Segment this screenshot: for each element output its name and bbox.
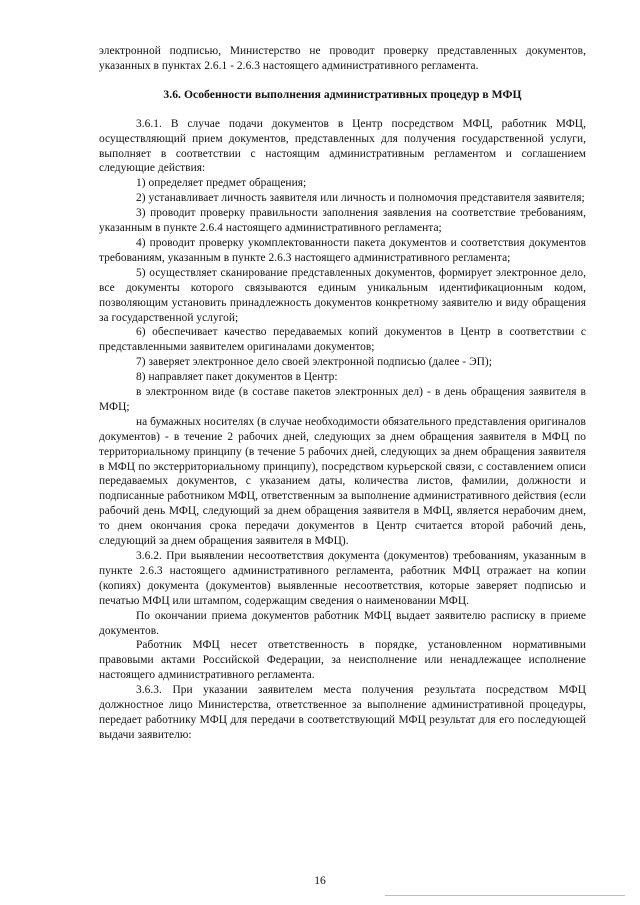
sub-item-paper: на бумажных носителях (в случае необходимости обязательного представления оригиналов документов) - в течение 2 рабочих дней, следующих за днем обращения заявителя в МФЦ по территориальному принципу (в течение 5 рабочих дней, следующих за днем обращения заявителя в МФЦ по экстерриториальному принципу), посредством курьерской связи, с составлением описи передаваемых документов, с указанием даты, количества листов, фамилии, должности и подписанные работником МФЦ, ответственным за выполнение административного действия (если рабочий день МФЦ, следующий за днем обращения заявителя в МФЦ, является нерабочим днем, то днем окончания срока передачи документов в Центр считается второй рабочий день, следующий за днем обращения заявителя в МФЦ). [99,415,586,548]
list-item-7: 7) заверяет электронное дело своей электронной подписью (далее - ЭП); [136,356,492,369]
list-item-1: 1) определяет предмет обращения; [136,177,307,190]
paragraph-3-6-3: 3.6.3. При указании заявителем места получения результата посредством МФЦ должностное лицо Министерства, ответственное за выполнение административной процедуры, передает работнику МФЦ для передачи в соответствующий МФЦ результат для его последующей выдачи заявителю: [99,684,586,741]
list-item-3: 3) проводит проверку правильности заполнения заявления на соответствие требованиям, указанным в пункте 2.6.4 настоящего административного регламента; [99,207,586,235]
paragraph-3-6-2: 3.6.2. При выявлении несоответствия документа (документов) требованиям, указанным в пункте 2.6.3 настоящего административного регламента, работник МФЦ отражает на копии (копиях) документа (документов) выявленные несоответствия, которые заверяет подписью и печатью МФЦ или штампом, содержащим сведения о наименовании МФЦ. [99,550,586,607]
paragraph-receipt: По окончании приема документов работник МФЦ выдает заявителю расписку в приеме документов. [99,609,586,637]
list-item-8: 8) направляет пакет документов в Центр: [136,371,338,384]
paragraph-3-6-1: 3.6.1. В случае подачи документов в Центр посредством МФЦ, работник МФЦ, осуществляющий прием документов, представленных для получения государственной услуги, выполняет в соответствии с настоящим административным регламентом и соглашением следующие действия: [99,117,586,175]
page-content [99,44,586,743]
list-item-5: 5) осуществляет сканирование представленных документов, формирует электронное дело, все документы которого связываются единым уникальным идентификационным кодом, позволяющим установить принадлежность документов конкретному заявителю и виду обращения за государственной услугой; [99,266,586,324]
paragraph-continuation: электронной подписью, Министерство не проводит проверку представленных документов, указанных в пунктах 2.6.1 - 2.6.3 настоящего административного регламента. [99,45,586,72]
paragraph-responsibility: Работник МФЦ несет ответственность в порядке, установленном нормативными правовыми актами Российской Федерации, за неисполнение или ненадлежащее исполнение настоящего административного регламента. [99,639,586,682]
sub-item-electronic: в электронном виде (в составе пакетов электронных дел) - в день обращения заявителя в МФЦ; [99,386,586,413]
list-item-6: 6) обеспечивает качество передаваемых копий документов в Центр в соответствии с представленными заявителем оригиналами документов; [99,326,586,354]
page-number: 16 [314,874,326,887]
list-item-4: 4) проводит проверку укомплектованности пакета документов и соответствия документов требованиям, указанным в пункте 2.6.3 настоящего административного регламента; [99,236,586,264]
list-item-2: 2) устанавливает личность заявителя или личность и полномочия представителя заявителя; [136,192,585,205]
scan-artifact-line [385,895,625,896]
section-heading: 3.6. Особенности выполнения административных процедур в МФЦ [163,87,522,101]
